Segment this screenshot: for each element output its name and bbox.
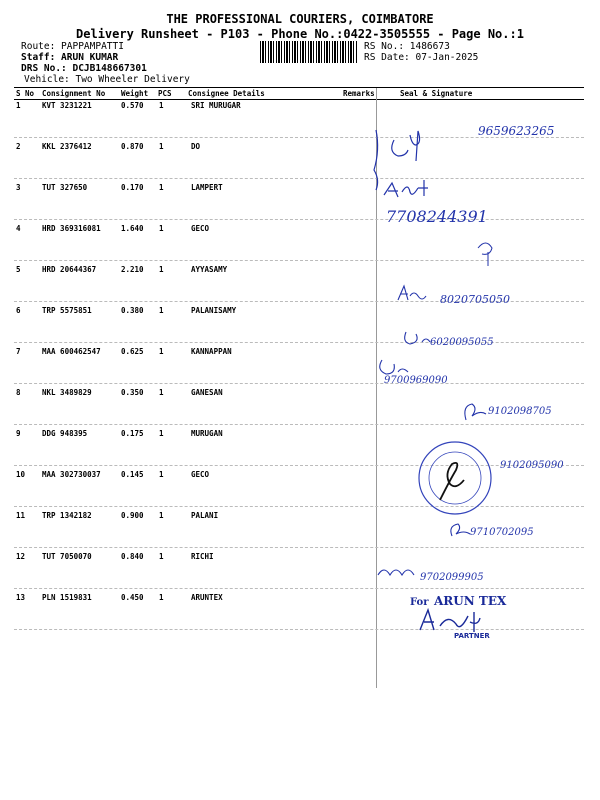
row-weight: 0.350 [121, 388, 144, 397]
row-weight: 0.145 [121, 470, 144, 479]
runsheet-title: Delivery Runsheet - P103 - Phone No.:0422-3505555 - Page No.:1 [76, 27, 524, 41]
row-sno: 12 [16, 552, 26, 561]
row-consignment: TRP 5575851 [42, 306, 92, 315]
row-sno: 10 [16, 470, 26, 479]
row-pcs: 1 [159, 388, 164, 397]
row-weight: 1.640 [121, 224, 144, 233]
row-consignment: TUT 7050070 [42, 552, 92, 561]
row-consignment: DDG 948395 [42, 429, 88, 438]
row-consignment: MAA 302730037 [42, 470, 101, 479]
row-consignment: TRP 1342182 [42, 511, 92, 520]
row-sno: 9 [16, 429, 21, 438]
row-sno: 1 [16, 101, 21, 110]
row-consignee: LAMPERT [191, 183, 223, 192]
row-consignee: KANNAPPAN [191, 347, 232, 356]
row-consignee: PALANISAMY [191, 306, 237, 315]
row-pcs: 1 [159, 552, 164, 561]
row-consignment: HRD 369316081 [42, 224, 101, 233]
row-weight: 0.175 [121, 429, 144, 438]
stamp-role: PARTNER [454, 632, 490, 640]
col-signature: Seal & Signature [400, 89, 473, 98]
stamp-company: ARUN TEX [434, 594, 507, 608]
row-pcs: 1 [159, 306, 164, 315]
row-weight: 0.900 [121, 511, 144, 520]
sig12-phone: 9702099905 [420, 572, 484, 583]
rs-date: RS Date: 07-Jan-2025 [364, 52, 479, 63]
row-consignee: AYYASAMY [191, 265, 228, 274]
row-pcs: 1 [159, 429, 164, 438]
drs-text: DRS No.: DCJB148667301 [21, 63, 147, 74]
row-consignment: TUT 327650 [42, 183, 88, 192]
row-sno: 11 [16, 511, 26, 520]
row-pcs: 1 [159, 224, 164, 233]
row-consignee: DO [191, 142, 201, 151]
row-weight: 2.210 [121, 265, 144, 274]
row-sno: 13 [16, 593, 26, 602]
row-consignment: HRD 20644367 [42, 265, 97, 274]
row-weight: 0.870 [121, 142, 144, 151]
row-consignee: RICHI [191, 552, 214, 561]
row-weight: 0.570 [121, 101, 144, 110]
sig3-phone: 7708244391 [386, 207, 488, 226]
rs-number: RS No.: 1486673 [364, 41, 450, 52]
row-pcs: 1 [159, 470, 164, 479]
row-pcs: 1 [159, 511, 164, 520]
row-sno: 2 [16, 142, 21, 151]
row-consignment: MAA 600462547 [42, 347, 101, 356]
row-consignee: GECO [191, 470, 210, 479]
row-pcs: 1 [159, 593, 164, 602]
row-pcs: 1 [159, 183, 164, 192]
row-weight: 0.170 [121, 183, 144, 192]
row-consignee: GECO [191, 224, 210, 233]
row-weight: 0.450 [121, 593, 144, 602]
row-pcs: 1 [159, 347, 164, 356]
col-remarks: Remarks [343, 89, 375, 98]
row-sno: 5 [16, 265, 21, 274]
row-weight: 0.380 [121, 306, 144, 315]
row-weight: 0.625 [121, 347, 144, 356]
staff-text: Staff: ARUN KUMAR [21, 52, 119, 63]
row-pcs: 1 [159, 265, 164, 274]
vehicle-text: Vehicle: Two Wheeler Delivery [24, 74, 190, 85]
sig11-phone: 9710702095 [470, 527, 534, 538]
row-consignee: MURUGAN [191, 429, 223, 438]
sig5-phone: 8020705050 [440, 293, 510, 306]
row-sno: 8 [16, 388, 21, 397]
col-consignee: Consignee Details [188, 89, 265, 98]
row-sno: 3 [16, 183, 21, 192]
row-sno: 6 [16, 306, 21, 315]
col-sno: S No [16, 89, 35, 98]
row-pcs: 1 [159, 101, 164, 110]
company-title: THE PROFESSIONAL COURIERS, COIMBATORE [166, 12, 434, 26]
row-consignment: PLN 1519831 [42, 593, 92, 602]
stamp-prefix: For [410, 597, 429, 608]
row-sno: 4 [16, 224, 21, 233]
sig7-phone: 9700969090 [384, 375, 448, 386]
row-consignment: KVT 3231221 [42, 101, 92, 110]
col-consignment: Consignment No [42, 89, 106, 98]
route-text: Route: PAPPAMPATTI [21, 41, 124, 52]
row-consignee: GANESAN [191, 388, 223, 397]
sig1-phone: 9659623265 [478, 124, 555, 138]
sig10-phone: 9102095090 [500, 460, 564, 471]
row-consignment: KKL 2376412 [42, 142, 92, 151]
sig6-phone: 6020095055 [430, 337, 494, 348]
sig8-phone: 9102098705 [488, 406, 552, 417]
col-pcs: PCS [158, 89, 172, 98]
row-consignment: NKL 3489829 [42, 388, 92, 397]
row-pcs: 1 [159, 142, 164, 151]
row-sno: 7 [16, 347, 21, 356]
row-weight: 0.840 [121, 552, 144, 561]
col-weight: Weight [121, 89, 149, 98]
row-consignee: PALANI [191, 511, 219, 520]
row-consignee: ARUNTEX [191, 593, 223, 602]
row-consignee: SRI MURUGAR [191, 101, 241, 110]
